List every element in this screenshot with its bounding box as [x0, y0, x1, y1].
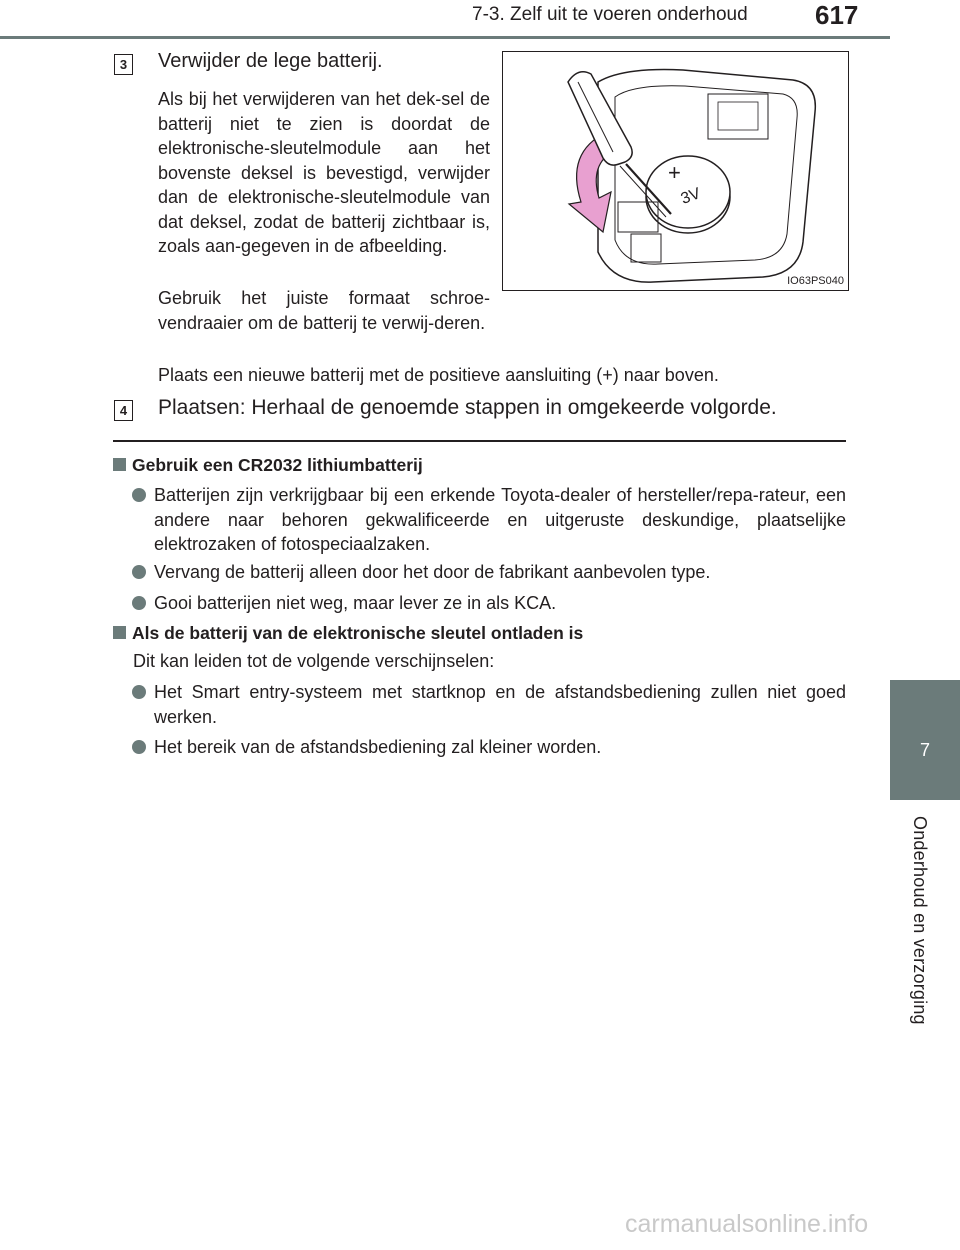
step-3-title: Verwijder de lege batterij. — [158, 50, 383, 72]
chapter-tab — [890, 680, 960, 800]
key-fob-drawing — [503, 52, 848, 290]
figure-code: IO63PS040 — [787, 275, 844, 287]
square-bullet-icon — [113, 626, 126, 639]
note-heading-text: Als de batterij van de elektronische sleutel ontladen is — [132, 623, 584, 643]
circle-bullet-icon — [132, 596, 146, 610]
list-item — [132, 680, 846, 729]
list-item — [132, 591, 846, 616]
step-number-4: 4 — [114, 400, 133, 421]
header-rule — [0, 36, 890, 39]
list-item-text: Het Smart entry-systeem met startknop en de afstandsbediening zullen niet goed werken. — [154, 682, 846, 727]
list-item — [132, 483, 846, 557]
note-heading-text: Gebruik een CR2032 lithiumbatterij — [132, 455, 423, 475]
circle-bullet-icon — [132, 685, 146, 699]
battery-plus-mark: + — [668, 160, 681, 185]
step-number-3: 3 — [114, 54, 133, 75]
step-3-paragraph-2: Gebruik het juiste formaat schroe-vendraaier om de batterij te verwij-deren. — [158, 288, 490, 333]
square-bullet-icon — [113, 458, 126, 471]
step-4-title: Plaatsen: Herhaal de genoemde stappen in omgekeerde volgorde. — [158, 396, 777, 419]
section-title: 7-3. Zelf uit te voeren onderhoud — [472, 4, 748, 25]
page-number: 617 — [815, 0, 859, 30]
circle-bullet-icon — [132, 740, 146, 754]
list-item-text: Vervang de batterij alleen door het door de fabrikant aanbevolen type. — [154, 562, 711, 582]
list-item-text: Het bereik van de afstandsbediening zal kleiner worden. — [154, 737, 602, 757]
circle-bullet-icon — [132, 488, 146, 502]
list-item — [132, 560, 846, 585]
list-item — [132, 735, 846, 760]
list-item-text: Gooi batterijen niet weg, maar lever ze in als KCA. — [154, 593, 557, 613]
chapter-title: Onderhoud en verzorging — [910, 816, 930, 1025]
section-divider — [113, 440, 846, 442]
battery-voltage-mark: 3V — [678, 185, 703, 208]
circle-bullet-icon — [132, 565, 146, 579]
list-item-text: Batterijen zijn verkrijgbaar bij een erkende Toyota-dealer of hersteller/repa-rateur, een andere naar behoren gekwalificeerde en uitgeruste deskundige, plaatselijke elektrozaken of fotospeciaalzaken. — [154, 485, 846, 554]
note-intro: Dit kan leiden tot de volgende verschijnselen: — [133, 651, 495, 671]
chapter-number: 7 — [919, 740, 930, 760]
step-3-paragraph-3: Plaats een nieuwe batterij met de positieve aansluiting (+) naar boven. — [158, 365, 719, 385]
battery-removal-illustration — [502, 51, 849, 291]
watermark: carmanualsonline.info — [625, 1210, 869, 1238]
step-3-paragraph-1: Als bij het verwijderen van het dek-sel de batterij niet te zien is doordat de elektronische-sleutelmodule aan het bovenste deksel is bevestigd, verwijder dan de elektronische-sleutelmodule van dat deksel, zodat de batterij zichtbaar is, zoals aan-gegeven in de afbeelding. — [158, 89, 490, 256]
screwdriver-handle — [568, 72, 632, 165]
note-heading-battery-type — [113, 455, 423, 476]
note-heading-discharged-battery — [113, 623, 583, 644]
